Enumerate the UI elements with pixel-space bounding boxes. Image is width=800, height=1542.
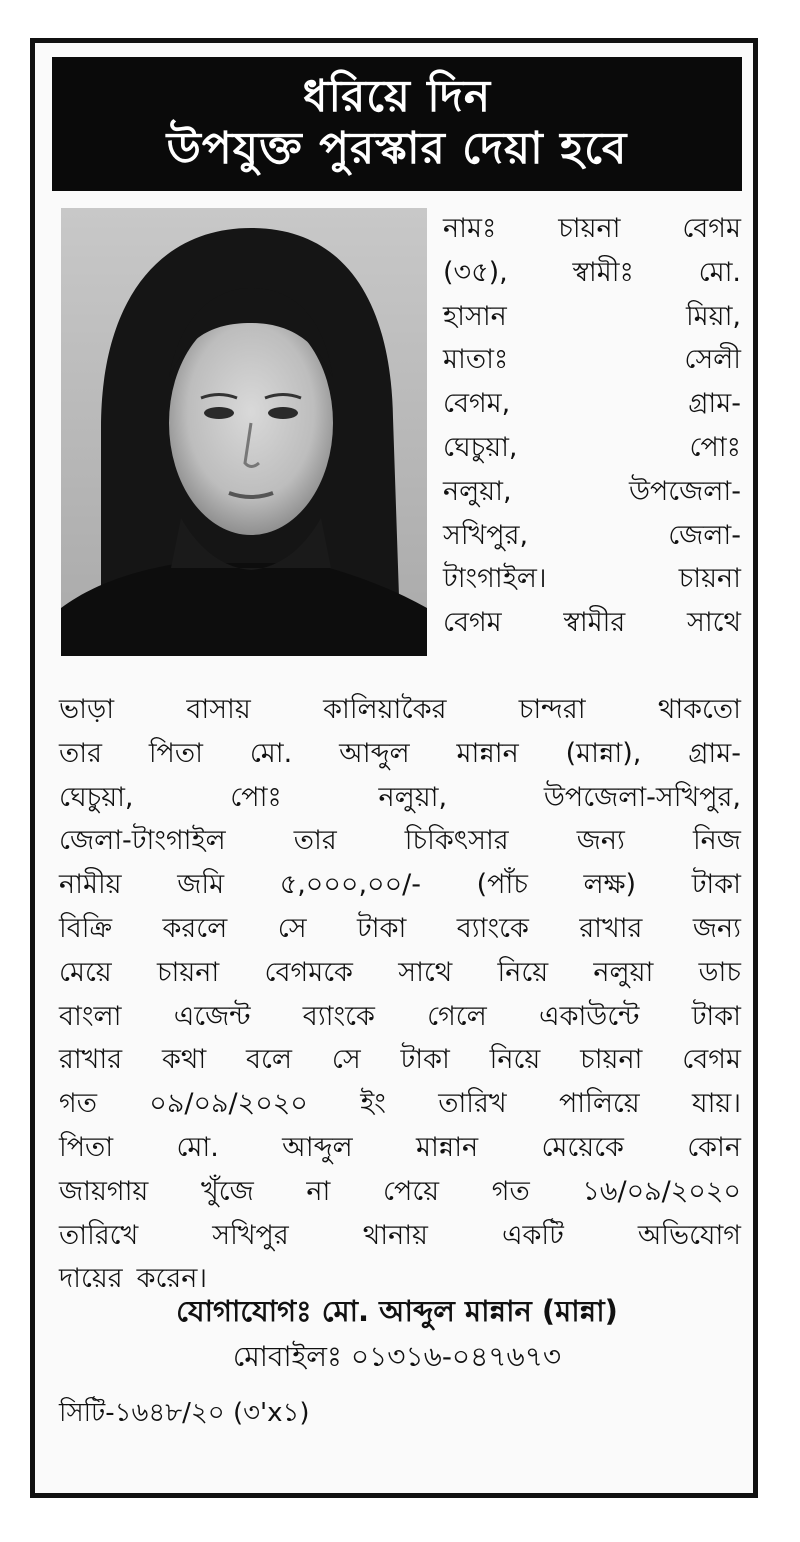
word: সে — [331, 1044, 361, 1076]
word: পেয়ে — [383, 1175, 440, 1207]
word: টাকা — [400, 1044, 450, 1076]
text-line — [59, 1126, 741, 1170]
text-line — [443, 338, 741, 382]
word: তারিখে — [59, 1219, 139, 1251]
word: সাথে — [398, 956, 453, 988]
word: খুঁজে — [201, 1175, 254, 1207]
word: তার — [293, 825, 337, 857]
text-line — [59, 1038, 741, 1082]
text-line — [59, 819, 741, 863]
word: টাকা — [691, 1000, 741, 1032]
portrait-image — [61, 208, 427, 656]
word: (মান্না), — [565, 737, 642, 769]
word: সখিপুর, — [443, 519, 529, 551]
word: বেগমকে — [264, 956, 353, 988]
mobile-number: মোবাইলঃ ০১৩১৬-০৪৭৬৭৩ — [232, 1340, 562, 1373]
word: গত — [59, 1088, 97, 1120]
word: ব্যাংকে — [456, 912, 529, 944]
word: (৩৫), — [443, 256, 508, 288]
word: চান্দরা — [518, 694, 586, 725]
word: উপজেলা-সখিপুর, — [543, 781, 741, 813]
word: স্বামীর — [563, 607, 626, 639]
missing-person-photo — [61, 208, 427, 656]
word: মেয়ে — [59, 956, 112, 988]
word: সখিপুর — [212, 1219, 289, 1251]
word: নলুয়া, — [443, 475, 512, 507]
reference-code: সিটি-১৬৪৮/২০ (৩'x১) — [59, 1398, 310, 1428]
word: উপজেলা- — [628, 475, 741, 507]
word: নলুয়া — [593, 956, 654, 988]
word: নিয়ে — [497, 956, 549, 988]
word: পিতা — [59, 1131, 114, 1163]
word: মান্নান — [415, 1131, 479, 1163]
text-line — [59, 951, 741, 995]
word: (পাঁচ — [476, 869, 528, 901]
word: কথা — [161, 1044, 207, 1076]
text-line — [59, 688, 741, 732]
word: চায়না — [580, 1044, 643, 1076]
word: বেগম, — [443, 388, 511, 420]
text-line — [59, 995, 741, 1039]
word: মাতাঃ — [443, 344, 509, 376]
word: জেলা-টাংগাইল — [59, 825, 226, 857]
word: জমি — [177, 869, 225, 901]
header-subtitle: উপযুক্ত পুরস্কার দেয়া হবে — [166, 123, 628, 174]
word: স্বামীঃ — [572, 256, 634, 288]
word: মো. — [698, 256, 741, 288]
word: চিকিৎসার — [404, 825, 509, 857]
word: দায়ের — [59, 1263, 123, 1295]
description-side-column — [443, 207, 741, 645]
word: নামীয় — [59, 869, 122, 901]
word: জায়গায় — [59, 1175, 149, 1207]
word: বেগম — [682, 213, 741, 244]
word: গ্রাম- — [688, 737, 741, 769]
word: মিয়া, — [685, 300, 741, 332]
text-line — [59, 1082, 741, 1126]
word: ভাড়া — [59, 694, 115, 725]
header-banner — [52, 57, 742, 191]
word: ঘেচুয়া, — [443, 431, 518, 463]
word: এজেন্ট — [173, 1000, 251, 1032]
text-line — [59, 776, 741, 820]
word: রাখার — [579, 912, 643, 944]
word: মো. — [176, 1131, 219, 1163]
word: গেলে — [427, 1000, 487, 1032]
word: গত — [491, 1175, 530, 1207]
word: নামঃ — [443, 213, 497, 244]
text-line — [59, 907, 741, 951]
word: কোন — [687, 1131, 741, 1163]
word: জেলা- — [668, 519, 741, 551]
word: চায়না — [156, 956, 220, 988]
text-line — [59, 1214, 741, 1258]
word: থাকতো — [657, 694, 741, 725]
text-line — [443, 295, 741, 339]
word: ৫,০০০,০০/- — [279, 869, 422, 901]
word: যায়। — [692, 1088, 741, 1120]
contact-line: যোগাযোগঃ মো. আব্দুল মান্নান (মান্না) — [176, 1294, 618, 1328]
text-line — [443, 382, 741, 426]
word: ঘেচুয়া, — [59, 781, 134, 813]
word: লক্ষ) — [583, 869, 637, 901]
text-line — [443, 251, 741, 295]
word: চায়না — [678, 563, 741, 595]
word: মান্নান — [456, 737, 519, 769]
word: সাথে — [686, 607, 741, 639]
word: ০৯/০৯/২০২০ — [149, 1088, 308, 1120]
description-body — [59, 688, 741, 1301]
word: টাকা — [691, 869, 741, 901]
word: নিয়ে — [489, 1044, 541, 1076]
word: নিজ — [692, 825, 741, 857]
word: একটি — [501, 1219, 564, 1251]
word: মো. — [249, 737, 293, 769]
text-line — [443, 426, 741, 470]
word: না — [306, 1175, 331, 1207]
word: আব্দুল — [339, 737, 410, 769]
word: কালিয়াকৈর — [323, 694, 447, 725]
text-line — [443, 557, 741, 601]
word: অভিযোগ — [637, 1219, 741, 1251]
text-line — [443, 601, 741, 645]
word: বাংলা — [59, 1000, 122, 1032]
word: থানায় — [362, 1219, 428, 1251]
word: ১৬/০৯/২০২০ — [582, 1175, 741, 1207]
text-line — [59, 732, 741, 776]
word: পোঃ — [230, 781, 282, 813]
word: পালিয়ে — [558, 1088, 640, 1120]
word: পোঃ — [689, 431, 741, 463]
word: বেগম — [443, 607, 502, 639]
contact-block — [52, 1288, 742, 1380]
word: সে — [277, 912, 307, 944]
text-line — [59, 1170, 741, 1214]
word: ইং — [360, 1088, 386, 1120]
word: বাসায় — [186, 694, 251, 725]
word: বলে — [246, 1044, 293, 1076]
word: করলে — [162, 912, 228, 944]
text-line — [443, 514, 741, 558]
word: জন্য — [692, 912, 741, 944]
word: টাংগাইল। — [443, 563, 547, 595]
word: একাউন্টে — [539, 1000, 640, 1032]
word: সেলী — [684, 344, 741, 376]
word: রাখার — [59, 1044, 123, 1076]
word: টাকা — [357, 912, 407, 944]
text-line — [443, 207, 741, 251]
text-line — [443, 470, 741, 514]
word: বিক্রি — [59, 912, 113, 944]
word: গ্রাম- — [688, 388, 741, 420]
word: ডাচ — [698, 956, 741, 988]
word: মেয়েকে — [541, 1131, 624, 1163]
word: হাসান — [443, 300, 507, 332]
word: জন্য — [576, 825, 625, 857]
word: চায়না — [558, 213, 621, 244]
word: নলুয়া, — [378, 781, 448, 813]
word: তার — [59, 737, 102, 769]
text-line — [59, 863, 741, 907]
word: তারিখ — [438, 1088, 507, 1120]
word: আব্দুল — [282, 1131, 353, 1163]
word: করেন। — [136, 1263, 207, 1295]
word: পিতা — [148, 737, 203, 769]
header-title: ধরিয়ে দিন — [302, 71, 492, 122]
word: বেগম — [682, 1044, 741, 1076]
advertisement-frame — [30, 38, 758, 1498]
word: ব্যাংকে — [302, 1000, 375, 1032]
